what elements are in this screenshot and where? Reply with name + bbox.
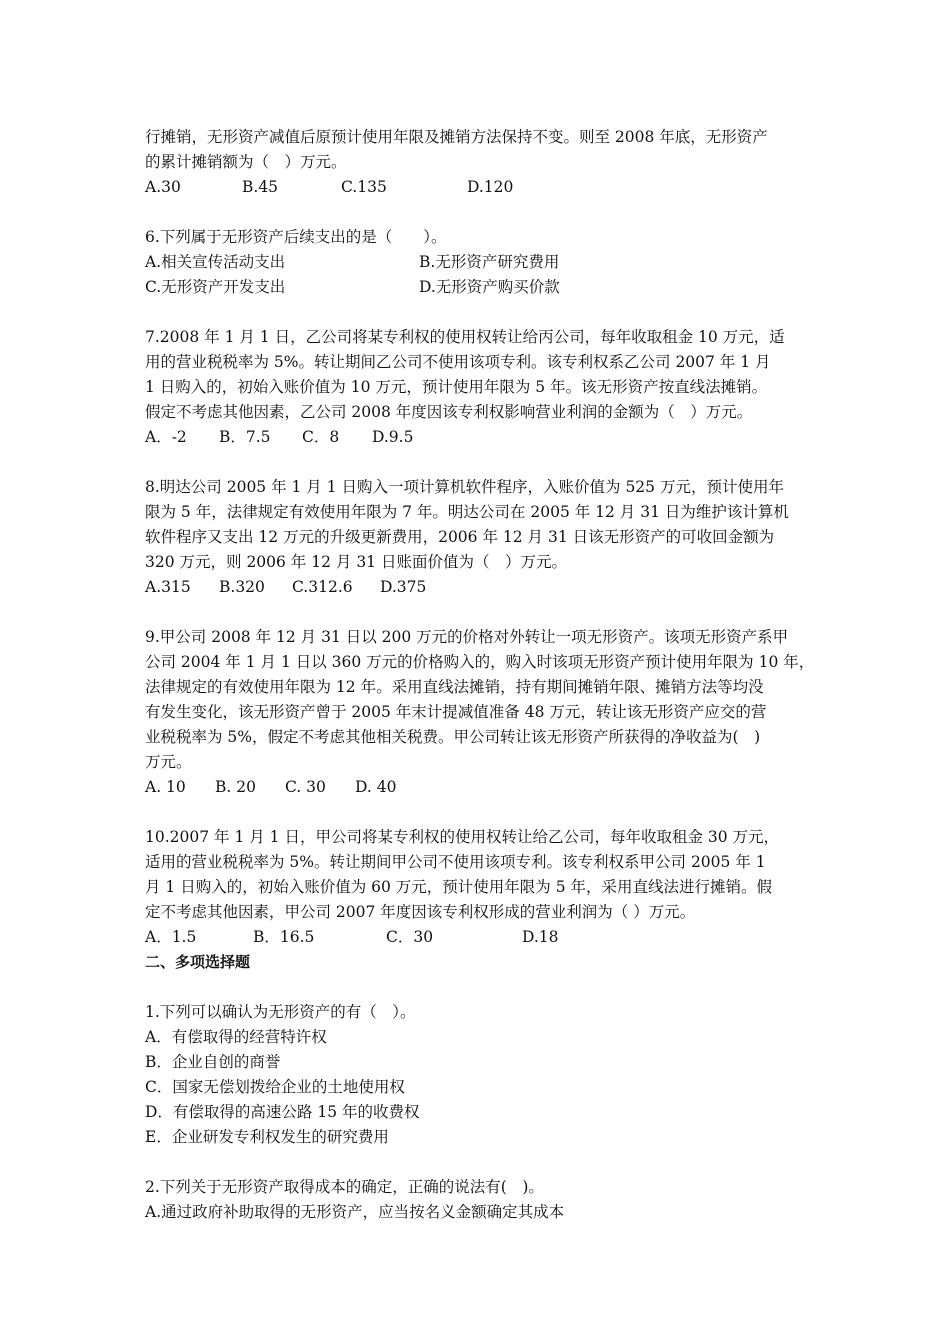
m1-option-d: D．有偿取得的高速公路 15 年的收费权 [145,1103,420,1121]
q6-option-b: B.无形资产研究费用 [419,253,560,271]
q7-option-a: A．-2 [145,428,187,446]
section-heading: 二、多项选择题 [145,953,251,971]
q9-line-4: 有发生变化，该无形资产曾于 2005 年末计提减值准备 48 万元，转让该无形资产应交的营 [145,703,767,721]
q6-stem: 6.下列属于无形资产后续支出的是（ ）。 [145,228,447,246]
q9-line-1: 9.甲公司 2008 年 12 月 31 日以 200 万元的价格对外转让一项无形资产。该项无形资产系甲 [145,628,789,646]
q9-option-c: C. 30 [285,778,326,796]
q10-line-3: 月 1 日购入的，初始入账价值为 60 万元，预计使用年限为 5 年，采用直线法进行摊销。假 [145,878,773,896]
q6-option-a: A.相关宣传活动支出 [145,253,286,271]
q7-line-1: 7.2008 年 1 月 1 日，乙公司将某专利权的使用权转让给丙公司，每年收取租金 10 万元，适 [145,328,785,346]
q10-option-a: A．1.5 [145,928,197,946]
q7-line-4: 假定不考虑其他因素，乙公司 2008 年度因该专利权影响营业利润的金额为（ ）万元。 [145,403,753,421]
m1-option-e: E．企业研发专利权发生的研究费用 [145,1128,389,1146]
q7-option-d: D.9.5 [372,428,414,446]
q9-line-5: 业税税率为 5%，假定不考虑其他相关税费。甲公司转让该无形资产所获得的净收益为( ) [145,728,761,746]
q8-line-1: 8.明达公司 2005 年 1 月 1 日购入一项计算机软件程序，入账价值为 525 万元，预计使用年 [145,478,784,496]
q6-option-d: D.无形资产购买价款 [419,278,560,296]
q9-option-d: D. 40 [355,778,397,796]
q8-line-4: 320 万元，则 2006 年 12 月 31 日账面价值为（ ）万元。 [145,553,567,571]
q10-option-d: D.18 [522,928,559,946]
q8-option-b: B.320 [219,578,265,596]
q5-option-b: B.45 [242,178,279,196]
m1-option-c: C．国家无偿划拨给企业的土地使用权 [145,1078,405,1096]
q9-line-2: 公司 2004 年 1 月 1 日以 360 万元的价格购入的，购入时该项无形资产预计使用年限为 10 年， [145,653,815,671]
q10-line-1: 10.2007 年 1 月 1 日，甲公司将某专利权的使用权转让给乙公司，每年收取租金 30 万元， [145,828,780,846]
q7-option-c: C．8 [302,428,340,446]
q8-option-c: C.312.6 [292,578,353,596]
m1-option-b: B．企业自创的商誉 [145,1053,281,1071]
q7-option-b: B．7.5 [219,428,271,446]
q9-line-6: 万元。 [145,753,192,771]
q5-option-d: D.120 [467,178,514,196]
m1-option-a: A．有偿取得的经营特许权 [145,1028,327,1046]
q9-option-b: B. 20 [215,778,256,796]
q10-line-4: 定不考虑其他因素，甲公司 2007 年度因该专利权形成的营业利润为（ ）万元。 [145,903,696,921]
q5-line-1: 行摊销，无形资产减值后原预计使用年限及摊销方法保持不变。则至 2008 年底，无形资产 [145,128,768,146]
q7-line-3: 1 日购入的，初始入账价值为 10 万元，预计使用年限为 5 年。该无形资产按直线法摊销。 [145,378,768,396]
q10-line-2: 适用的营业税税率为 5%。转让期间甲公司不使用该项专利。该专利权系甲公司 2005 年 1 [145,853,766,871]
q10-option-c: C．30 [386,928,434,946]
q9-option-a: A. 10 [145,778,186,796]
q8-option-a: A.315 [145,578,191,596]
m1-stem: 1.下列可以确认为无形资产的有（ ）。 [145,1003,416,1021]
q5-option-a: A.30 [145,178,181,196]
q6-option-c: C.无形资产开发支出 [145,278,286,296]
q9-line-3: 法律规定的有效使用年限为 12 年。采用直线法摊销，持有期间摊销年限、摊销方法等均没 [145,678,764,696]
q5-line-2: 的累计摊销额为（ ）万元。 [145,153,347,171]
m2-option-a: A.通过政府补助取得的无形资产，应当按名义金额确定其成本 [145,1203,565,1221]
q7-line-2: 用的营业税税率为 5%。转让期间乙公司不使用该项专利。该专利权系乙公司 2007 年 1 月 [145,353,771,371]
q8-line-2: 限为 5 年，法律规定有效使用年限为 7 年。明达公司在 2005 年 12 月 31 日为维护该计算机 [145,503,789,521]
q5-option-c: C.135 [341,178,387,196]
q10-option-b: B．16.5 [253,928,315,946]
q8-line-3: 软件程序又支出 12 万元的升级更新费用，2006 年 12 月 31 日该无形资产的可收回金额为 [145,528,775,546]
m2-stem: 2.下列关于无形资产取得成本的确定，正确的说法有( )。 [145,1178,544,1196]
q8-option-d: D.375 [380,578,427,596]
